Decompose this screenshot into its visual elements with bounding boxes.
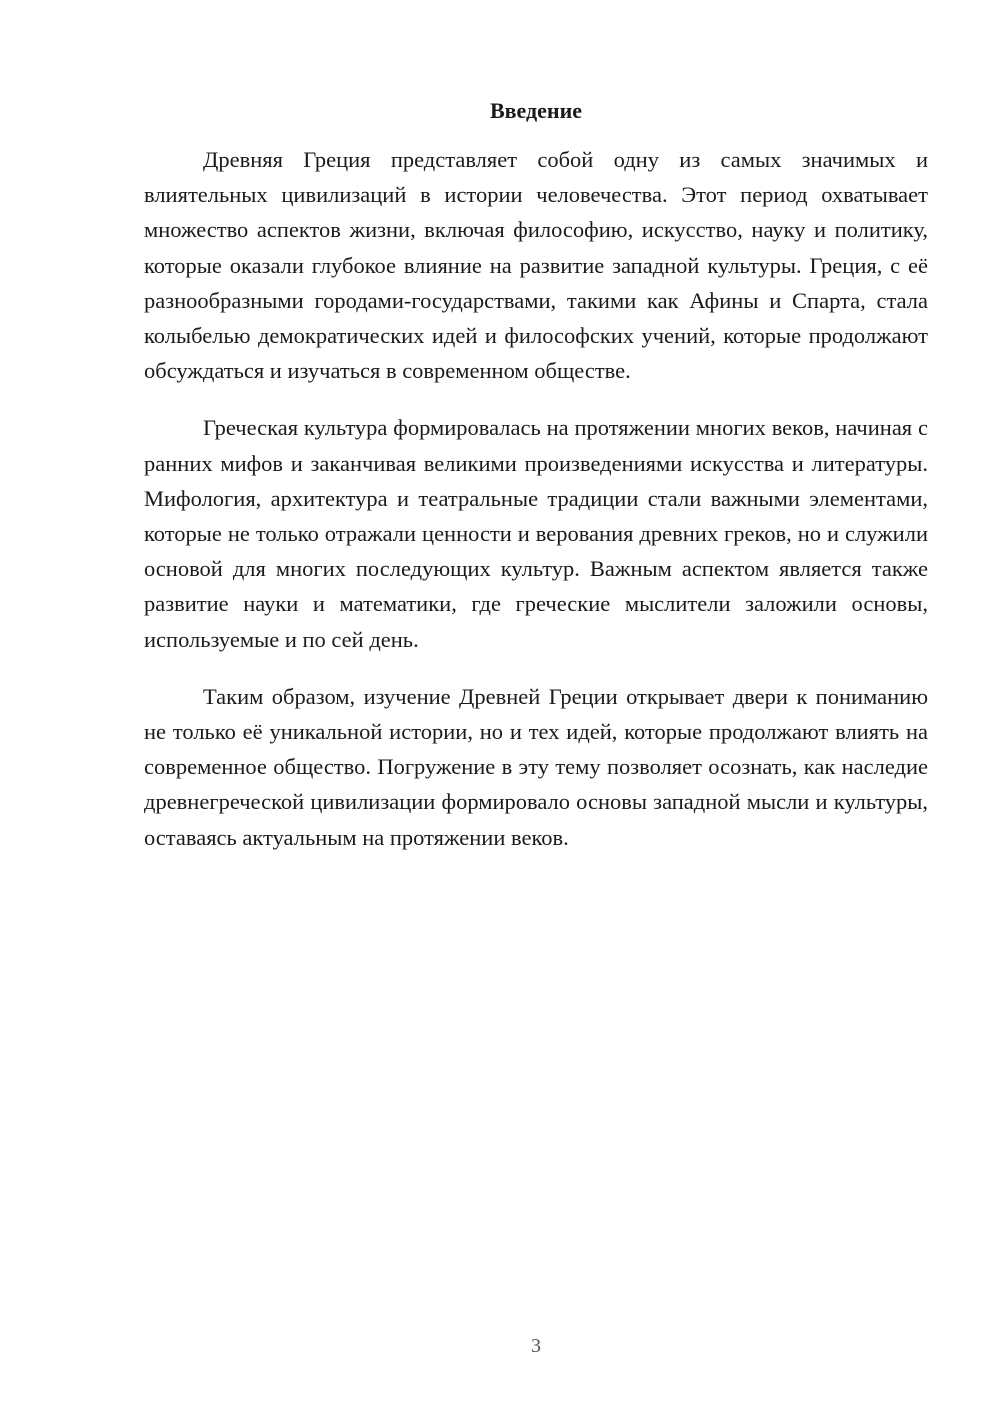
- section-title: Введение: [489, 98, 583, 123]
- paragraph-3: Таким образом, изучение Древней Греции открывает двери к пониманию не только её уникальной истории, но и тех идей, которые продолжают влиять на современное общество. Погружение в эту тему позволяет осознать, как наследие древнегреческой цивилизации формировало основы западной мысли и культуры, оставаясь актуальным на протяжении веков.: [144, 683, 928, 850]
- paragraph-1: Древняя Греция представляет собой одну из самых значимых и влиятельных цивилизаций в истории человечества. Этот период охватывает множество аспектов жизни, включая философию, искусство, науку и политику, которые оказали глубокое влияние на развитие западной культуры. Греция, с её разнообразными городами-государствами, такими как Афины и Спарта, стала колыбелью демократических идей и философских учений, которые продолжают обсуждаться и изучаться в современном обществе.: [144, 147, 928, 384]
- paragraph-2: Греческая культура формировалась на протяжении многих веков, начиная с ранних мифов и заканчивая великими произведениями искусства и литературы. Мифология, архитектура и театральные традиции стали важными элементами, которые не только отражали ценности и верования древних греков, но и служили основой для многих последующих культур. Важным аспектом является также развитие науки и математики, где греческие мыслители заложили основы, используемые и по сей день.: [144, 415, 928, 652]
- page-content: [144, 96, 928, 877]
- page-number: 3: [531, 1335, 541, 1357]
